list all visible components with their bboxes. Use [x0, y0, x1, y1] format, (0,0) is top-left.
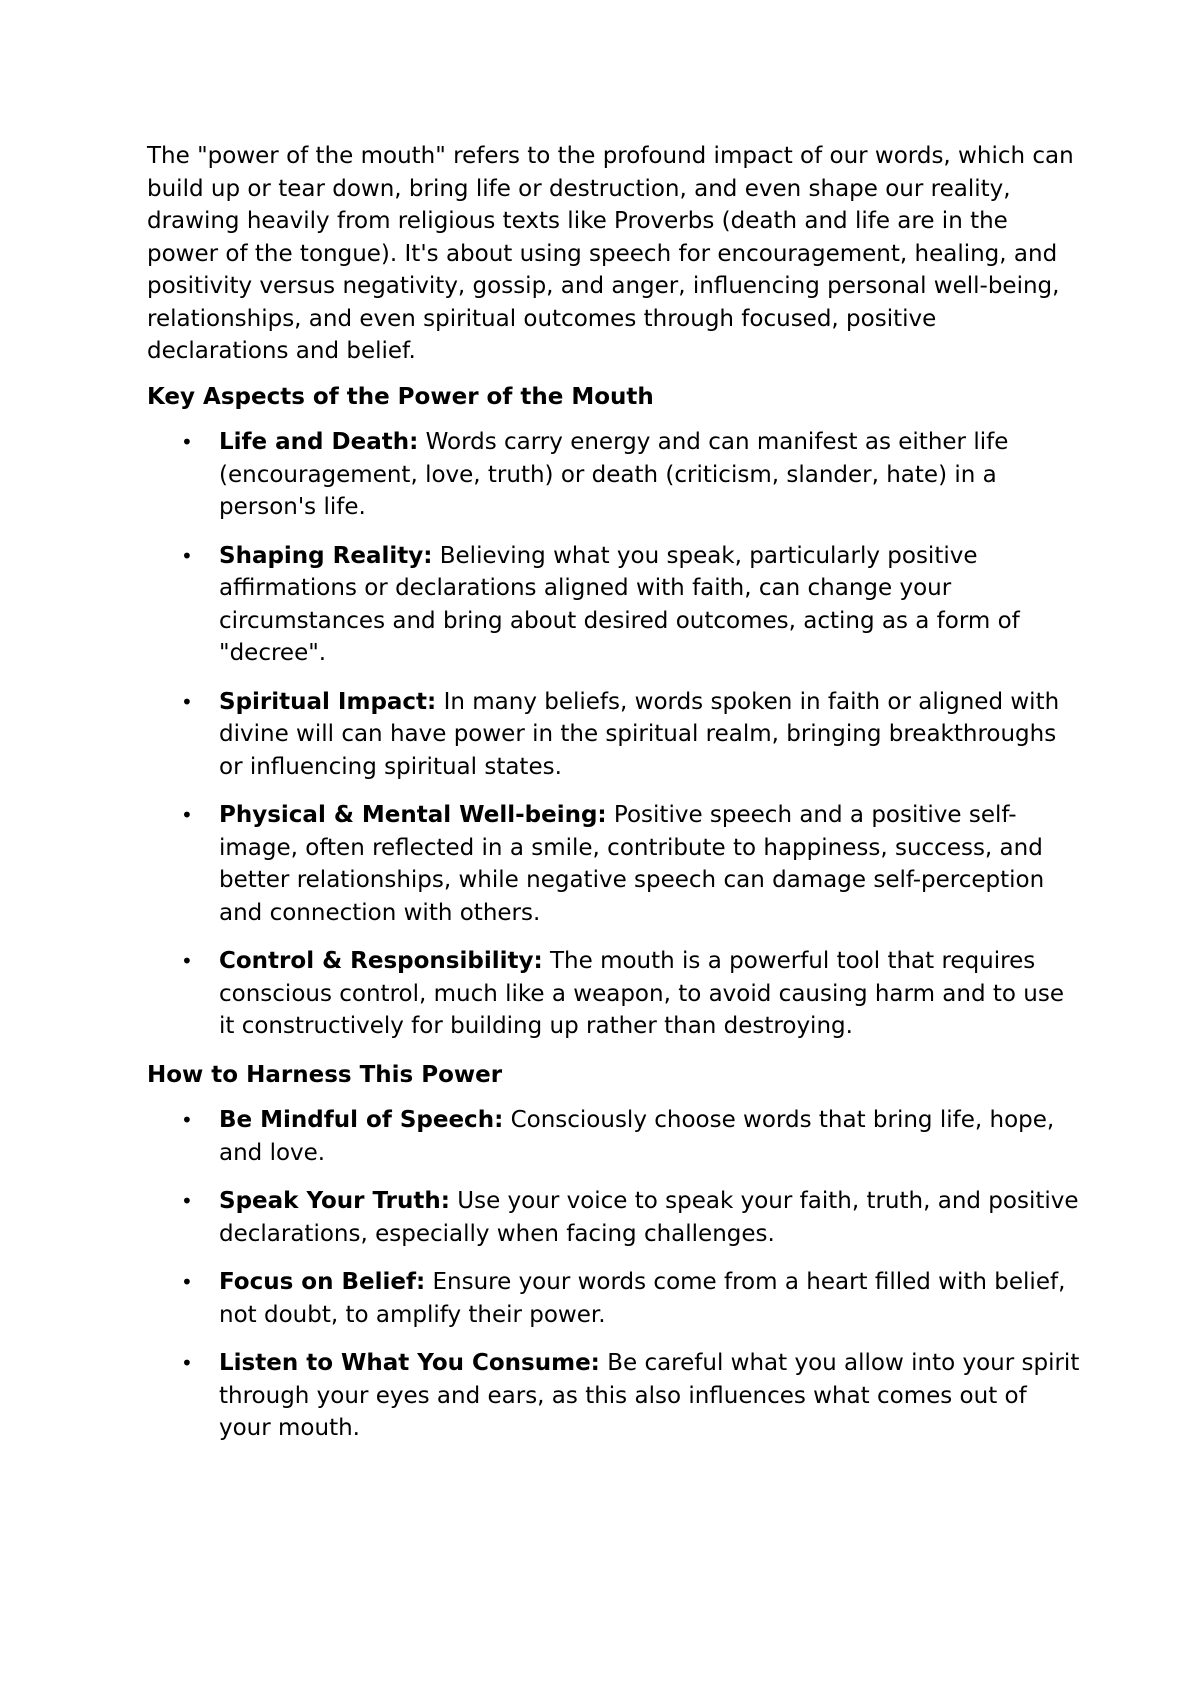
item-term: Focus on Belief:: [219, 1269, 426, 1295]
item-text: Use your voice to speak your faith, truth, and positive declarations, especially when facing challenges.: [219, 1188, 1079, 1247]
item-term: Control & Responsibility:: [219, 948, 543, 974]
section-heading: Key Aspects of the Power of the Mouth: [147, 383, 654, 410]
item-text: Positive speech and a positive self-image, often reflected in a smile, contribute to happiness, success, and better relationships, while negative speech can damage self-perception and connection with others.: [219, 802, 1045, 926]
bullet-icon: •: [181, 949, 193, 973]
intro-paragraph: The "power of the mouth" refers to the profound impact of our words, which can build up or tear down, bring life or destruction, and even shape our reality, drawing heavily from religious texts like Proverbs (death and life are in the power of the tongue). It's about using speech for encouragement, healing, and positivity versus negativity, gossip, and anger, influencing personal well-being, relationships, and even spiritual outcomes through focused, positive declarations and belief.: [147, 143, 1074, 364]
bullet-icon: •: [181, 1351, 193, 1375]
list-item: [147, 540, 1082, 670]
bullet-icon: •: [181, 1108, 193, 1132]
item-text: Consciously choose words that bring life, hope, and love.: [219, 1107, 1055, 1166]
section-key-aspects: [147, 381, 1082, 1043]
bullet-icon: •: [181, 430, 193, 454]
list-item: [147, 1266, 1082, 1331]
list-item: [147, 1185, 1082, 1250]
item-term: Speak Your Truth:: [219, 1188, 450, 1214]
item-term: Listen to What You Consume:: [219, 1350, 600, 1376]
item-term: Shaping Reality:: [219, 542, 433, 569]
item-text: Ensure your words come from a heart filled with belief, not doubt, to amplify their power.: [219, 1269, 1066, 1328]
section-harness-power: [147, 1059, 1082, 1445]
section-heading: How to Harness This Power: [147, 1061, 503, 1088]
item-term: Be Mindful of Speech:: [219, 1107, 504, 1133]
bullet-icon: •: [181, 543, 193, 568]
list-item: [147, 426, 1082, 524]
list-item: [147, 686, 1082, 784]
item-term: Physical & Mental Well-being:: [219, 802, 607, 828]
document-page: [147, 140, 1082, 1461]
list-item: [147, 1104, 1082, 1169]
bullet-list: [147, 1104, 1082, 1445]
list-item: [147, 945, 1082, 1043]
item-text: Believing what you speak, particularly positive affirmations or declarations aligned with faith, can change your circumstances and bring about desired outcomes, acting as a form of "decree".: [219, 542, 1020, 666]
list-item: [147, 799, 1082, 929]
bullet-list: [147, 426, 1082, 1043]
item-text: The mouth is a powerful tool that requires conscious control, much like a weapon, to avoid causing harm and to use it constructively for building up rather than destroying.: [219, 948, 1064, 1039]
bullet-icon: •: [181, 1270, 193, 1294]
item-text: Be careful what you allow into your spirit through your eyes and ears, as this also influences what comes out of your mouth.: [219, 1350, 1080, 1441]
item-text: In many beliefs, words spoken in faith or aligned with divine will can have power in the spiritual realm, bringing breakthroughs or influencing spiritual states.: [219, 688, 1060, 780]
list-item: [147, 1347, 1082, 1445]
bullet-icon: •: [181, 803, 193, 827]
bullet-icon: •: [181, 689, 193, 714]
item-term: Life and Death:: [219, 429, 419, 455]
item-term: Spiritual Impact:: [219, 688, 437, 715]
item-text: Words carry energy and can manifest as either life (encouragement, love, truth) or death (criticism, slander, hate) in a person's life.: [219, 429, 1009, 520]
bullet-icon: •: [181, 1189, 193, 1213]
